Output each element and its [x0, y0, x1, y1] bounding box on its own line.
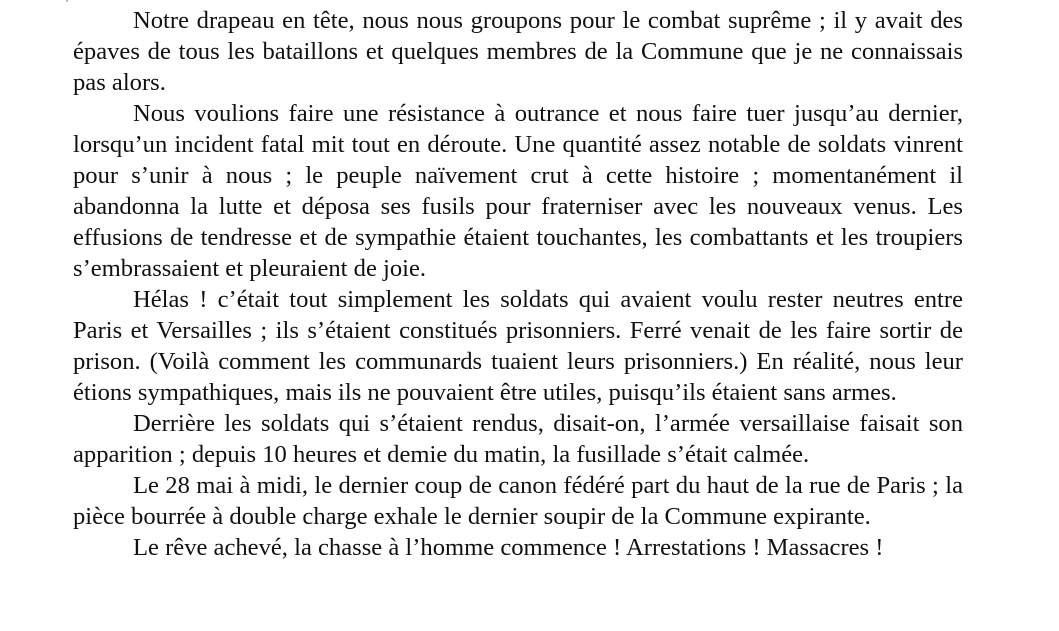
- paragraph-4: Derrière les soldats qui s’étaient rendus, disait-on, l’armée versaillaise faisait son apparition ; depuis 10 heures et demie du matin, la fusillade s’était calmée.: [73, 410, 963, 468]
- paragraph-3: Hélas ! c’était tout simplement les soldats qui avaient voulu rester neutres entre Paris et Versailles ; ils s’étaient constitués prisonniers. Ferré venait de les faire sortir de prison. (Voilà comment les communards tuaient leurs prisonniers.) En réalité, nous leur étions sympathiques, mais ils ne pouvaient être utiles, puisqu’ils étaient sans armes.: [73, 286, 963, 406]
- paragraph-1: Notre drapeau en tête, nous nous groupons pour le combat suprême ; il y avait des épaves de tous les bataillons et quelques membres de la Commune que je ne connaissais pas alors.: [73, 7, 963, 96]
- paragraph-5: Le 28 mai à midi, le dernier coup de canon fédéré part du haut de la rue de Paris ; la pièce bourrée à double charge exhale le dernier soupir de la Commune expirante.: [73, 472, 963, 530]
- paragraph-2: Nous voulions faire une résistance à outrance et nous faire tuer jusqu’au dernier, lorsqu’un incident fatal mit tout en déroute. Une quantité assez notable de soldats vinrent pour s’unir à nous ; le peuple naïvement crut à cette histoire ; momentanément il abandonna la lutte et déposa ses fusils pour fraterniser avec les nouveaux venus. Les effusions de tendresse et de sympathie étaient touchantes, les combattants et les troupiers s’embrassaient et pleuraient de joie.: [73, 100, 963, 282]
- scan-mark: [66, 0, 68, 2]
- paragraph-6: Le rêve achevé, la chasse à l’homme commence ! Arrestations ! Massacres !: [133, 534, 884, 561]
- document-page: [73, 5, 963, 563]
